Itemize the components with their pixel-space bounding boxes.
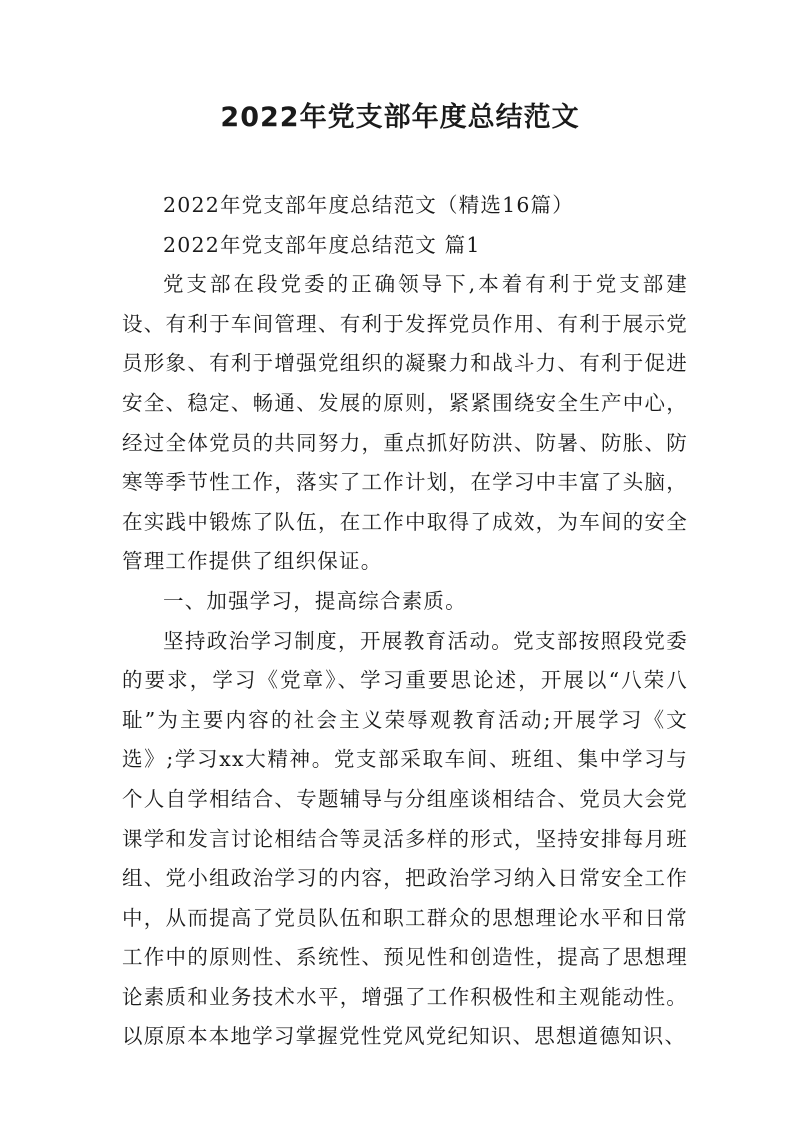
paragraph-section-heading: 2022年党支部年度总结范文 篇1 xyxy=(163,232,481,257)
paragraph-study: 坚持政治学习制度，开展教育活动。党支部按照段党委的要求，学习《党章》、学习重要思论述，开展以“八荣八耻”为主要内容的社会主义荣辱观教育活动;开展学习《文选》;学习xx大精神。党支部采取车间、班组、集中学习与个人自学相结合、专题辅导与分组座谈相结合、党员大会党课学和发言讨论相结合等灵活多样的形式，坚持安排每月班组、党小组政治学习的内容，把政治学习纳入日常安全工作中，从而提高了党员队伍和职工群众的思想理论水平和日常工作中的原则性、系统性、预见性和创造性，提高了思想理论素质和业务技术水平，增强了工作积极性和主观能动性。以原原本本地学习掌握党性党风党纪知识、思想道德知识、 xyxy=(122,628,688,1049)
document-title: 2022年党支部年度总结范文 xyxy=(220,102,580,133)
document-body xyxy=(122,186,688,1057)
paragraph-subtitle: 2022年党支部年度总结范文（精选16篇） xyxy=(163,193,574,217)
paragraph-intro: 党支部在段党委的正确领导下,本着有利于党支部建设、有利于车间管理、有利于发挥党员作用、有利于展示党员形象、有利于增强党组织的凝聚力和战斗力、有利于促进安全、稳定、畅通、发展的原则，紧紧围绕安全生产中心，经过全体党员的共同努力，重点抓好防洪、防暑、防胀、防寒等季节性工作，落实了工作计划，在学习中丰富了头脑，在实践中锻炼了队伍，在工作中取得了成效，为车间的安全管理工作提供了组织保证。 xyxy=(122,272,688,574)
paragraph-point-heading: 一、加强学习，提高综合素质。 xyxy=(163,588,467,613)
